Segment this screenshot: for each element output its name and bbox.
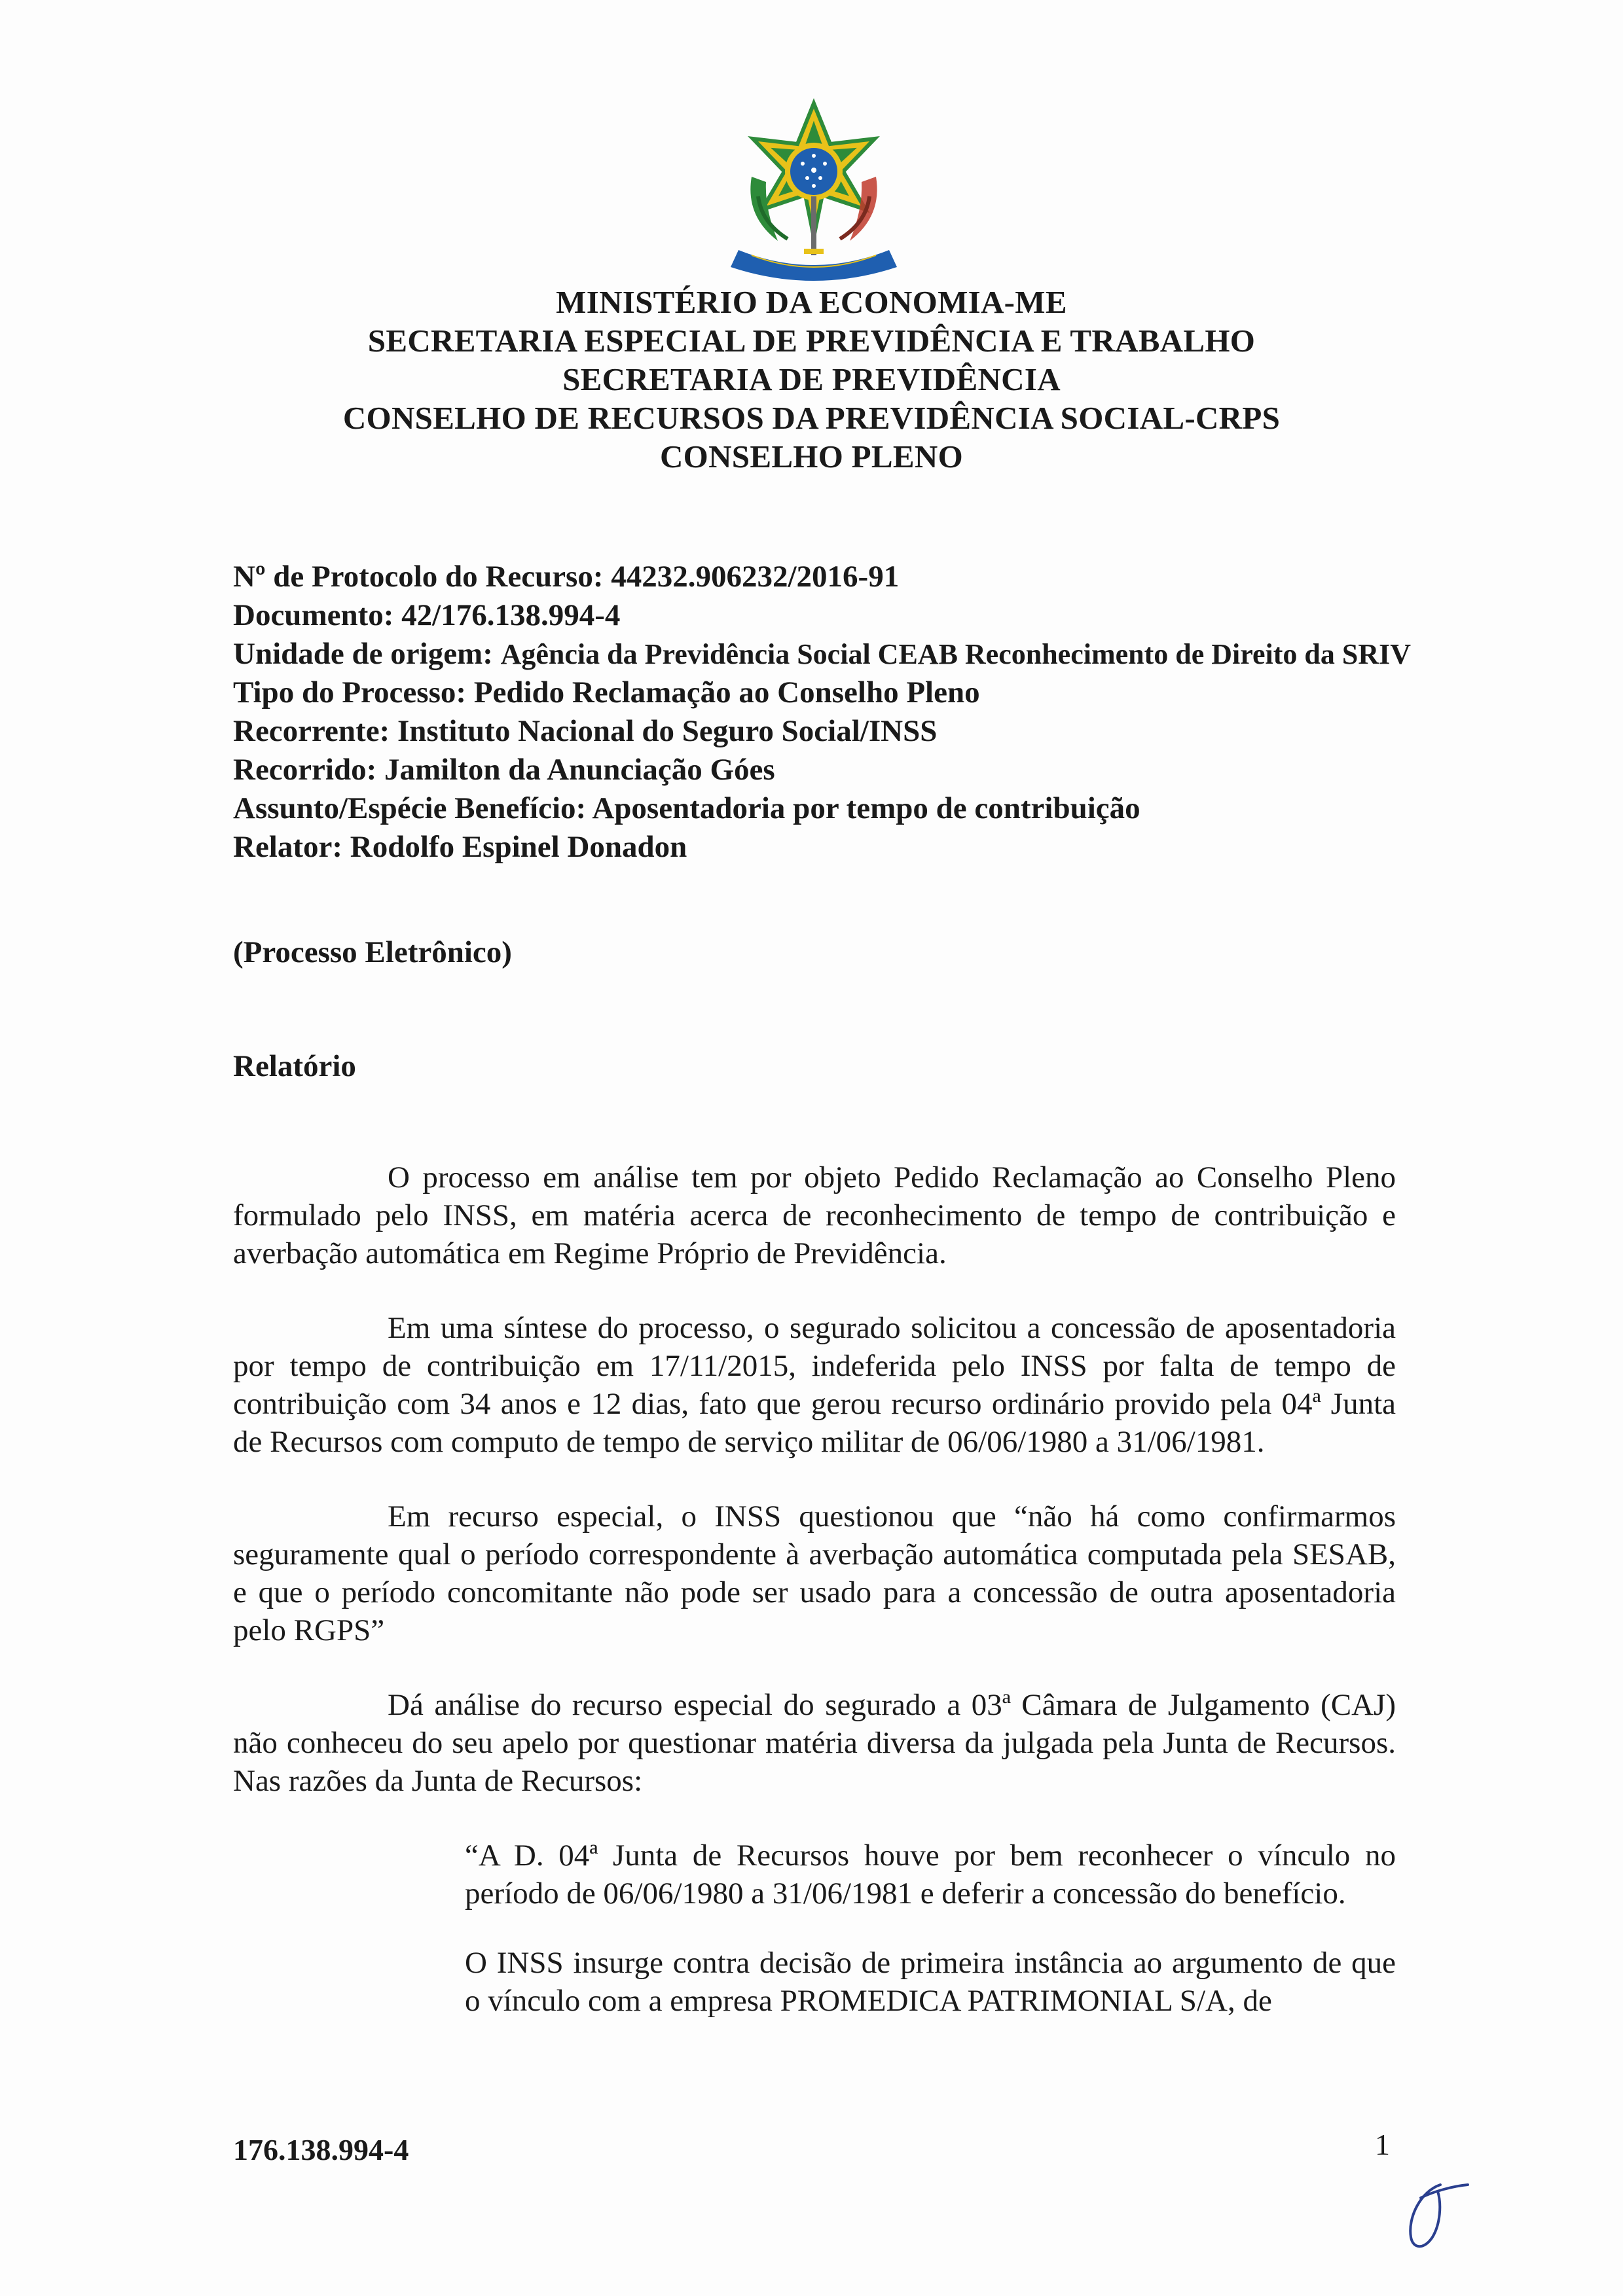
header-plenary: CONSELHO PLENO: [660, 439, 963, 475]
document-header: [0, 283, 1623, 476]
coat-of-arms-emblem: [725, 98, 902, 281]
emblem-blue-disk: [785, 143, 843, 200]
appellant-value: Instituto Nacional do Seguro Social/INSS: [397, 714, 938, 748]
subject-value: Aposentadoria por tempo de contribuição: [592, 791, 1140, 825]
appellee-label: Recorrido:: [233, 753, 377, 787]
header-ministry: MINISTÉRIO DA ECONOMIA-ME: [556, 284, 1067, 320]
paragraph: O processo em análise tem por objeto Pedido Reclamação ao Conselho Pleno formulado pelo INSS, em matéria acerca de reconhecimento de tempo de contribuição e averbação automática em Regime Próprio de Previdência.: [233, 1160, 1396, 1270]
header-special-secretariat: SECRETARIA ESPECIAL DE PREVIDÊNCIA E TRABALHO: [367, 323, 1256, 359]
protocol-row: [233, 558, 1412, 596]
emblem-sword: [811, 196, 816, 255]
rapporteur-label: Relator:: [233, 830, 343, 864]
process-type-label: Tipo do Processo:: [233, 675, 467, 709]
rapporteur-row: [233, 828, 1412, 867]
paragraph: Em recurso especial, o INSS questionou que “não há como confirmarmos seguramente qual o período correspondente à averbação automática computada pela SESAB, e que o período concomitante não pode ser usado para a concessão de outra aposentadoria pelo RGPS”: [233, 1499, 1396, 1647]
process-type-row: [233, 673, 1412, 712]
process-type-value: Pedido Reclamação ao Conselho Pleno: [473, 675, 980, 709]
header-council: CONSELHO DE RECURSOS DA PREVIDÊNCIA SOCIAL-CRPS: [342, 400, 1281, 436]
page-number: 1: [1375, 2128, 1390, 2161]
appellee-value: Jamilton da Anunciação Góes: [384, 753, 775, 787]
footer-document-number: 176.138.994-4: [233, 2133, 409, 2166]
section-title: Relatório: [233, 1049, 356, 1083]
protocol-value: 44232.906232/2016-91: [611, 560, 900, 594]
appellee-row: [233, 751, 1412, 789]
paragraph: Dá análise do recurso especial do segurado a 03ª Câmara de Julgamento (CAJ) não conheceu do seu apelo por questionar matéria diversa da julgada pela Junta de Recursos. Nas razões da Junta de Recursos:: [233, 1688, 1396, 1798]
appellant-row: [233, 712, 1412, 751]
origin-row: [233, 635, 1412, 673]
electronic-process-note: (Processo Eletrônico): [233, 935, 512, 969]
protocol-label: Nº de Protocolo do Recurso:: [233, 560, 604, 594]
report-body: [233, 1158, 1396, 2056]
document-label: Documento:: [233, 598, 394, 632]
header-secretariat: SECRETARIA DE PREVIDÊNCIA: [562, 361, 1061, 397]
quote-paragraph: O INSS insurge contra decisão de primeira instância ao argumento de que o vínculo com a empresa PROMEDICA PATRIMONIAL S/A, de: [465, 1946, 1396, 2018]
rapporteur-value: Rodolfo Espinel Donadon: [350, 830, 687, 864]
origin-label: Unidade de origem:: [233, 637, 493, 671]
paragraph: Em uma síntese do processo, o segurado solicitou a concessão de aposentadoria por tempo de contribuição em 17/11/2015, indeferida pelo INSS por falta de tempo de contribuição com 34 anos e 12 dias, fato que gerou recurso ordinário provido pela 04ª Junta de Recursos com computo de tempo de serviço militar de 06/06/1980 a 31/06/1981.: [233, 1311, 1396, 1459]
process-metadata: [233, 558, 1412, 867]
subject-row: [233, 789, 1412, 828]
appellant-label: Recorrente:: [233, 714, 390, 748]
document-value: 42/176.138.994-4: [401, 598, 621, 632]
origin-value: Agência da Previdência Social CEAB Reconhecimento de Direito da SRIV: [500, 638, 1412, 670]
document-row: [233, 596, 1412, 635]
quote-paragraph: “A D. 04ª Junta de Recursos houve por bem reconhecer o vínculo no período de 06/06/1980 a 31/06/1981 e deferir a concessão do benefício.: [465, 1839, 1396, 1910]
subject-label: Assunto/Espécie Benefício:: [233, 791, 587, 825]
handwritten-initial-signature: [1395, 2172, 1473, 2257]
